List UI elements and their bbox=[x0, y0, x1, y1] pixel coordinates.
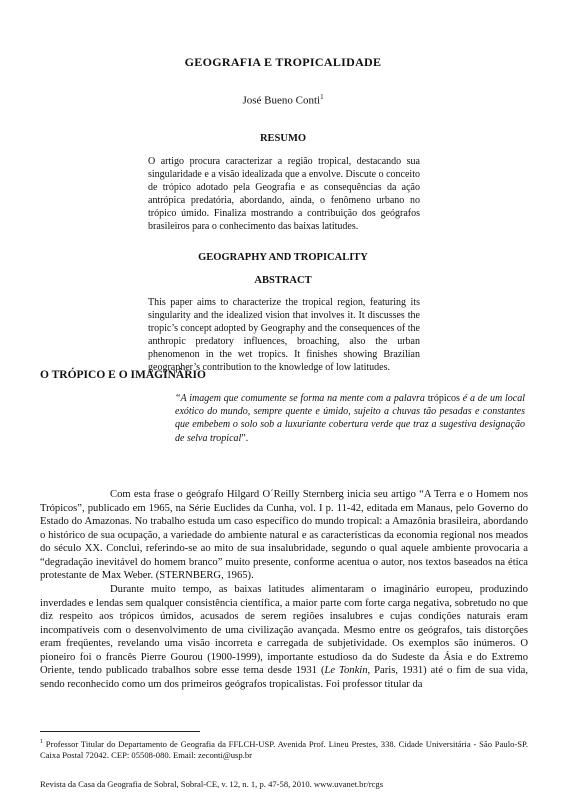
epigraph-quote bbox=[175, 392, 525, 445]
body-paragraph-2 bbox=[40, 583, 528, 691]
abstract-text: This paper aims to characterize the tropical region, featuring its singularity and the idealized vision that involves it. It discusses the tropic’s concept adopted by Geography and the consequences of the anthropic predatory influences, broaching, also the urban phenomenon in the wet tropics. It finishes showing Brazilian geographer’s contribution to the knowledge of low latitudes. bbox=[148, 297, 420, 374]
paragraph2-italic-title: Le Tonkin bbox=[324, 665, 368, 676]
paragraph2-part1: Durante muito tempo, as baixas latitudes alimentaram o imaginário europeu, produzindo inverdades e lendas sem qualquer consistência científica, a maior parte com forte carga negativa, sobretudo no que diz respeito aos trópicos úmidos, acusados de serem regiões insalubres e cujas condições naturais eram incompatíveis com o desenvolvimento de uma civilização avançada. Mesmo entre os geógrafos, tais distorções eram freqüentes, revelando uma visão incorreta e carregada de subjetividade. Os exemplos são inúmeros. O pioneiro foi o francês Pierre Gourou (1900-1999), importante estudioso da do Sudeste da Ásia e do Extremo Oriente, tendo publicado trabalhos sobre esse tema desde 1931 ( bbox=[40, 584, 528, 676]
epigraph-part1: “A imagem que comumente se forma na mente com a palavra bbox=[175, 393, 428, 404]
footnote-mark: 1 bbox=[40, 739, 43, 745]
author-footnote-mark: 1 bbox=[320, 93, 324, 101]
paragraph2-part2: , Paris, 1931) até o fim de sua vida, sendo reconhecido como um dos primeiros geógrafos tropicalistas. Foi professor titular da bbox=[40, 665, 528, 690]
footnote-divider bbox=[40, 731, 200, 732]
author-line bbox=[0, 93, 566, 107]
footnote bbox=[40, 737, 528, 761]
resumo-text: O artigo procura caracterizar a região tropical, destacando sua singularidade e a visão idealizada que a envolve. Discute o conceito de trópico adotado pela Geografia e as consequências da ação antrópica predatória, abordando, ainda, o fenômeno urbano no trópico úmido. Finaliza mostrando a contribuição dos geógrafos brasileiros para o conhecimento das baixas latitudes. bbox=[148, 156, 420, 233]
footnote-text: Professor Titular do Departamento de Geografia da FFLCH-USP. Avenida Prof. Lineu Prestes, 338. Cidade Universitária - São Paulo-SP. Caixa Postal 72042. CEP: 05508-080. Email: zeconti@usp.br bbox=[40, 738, 528, 760]
resumo-heading: RESUMO bbox=[259, 133, 307, 144]
article-title: GEOGRAFIA E TROPICALIDADE bbox=[184, 55, 382, 69]
epigraph-upright-word: trópicos bbox=[427, 393, 460, 404]
section-heading: O TRÓPICO E O IMAGINÁRIO bbox=[40, 369, 206, 381]
epigraph-part2: é a de um local exótico do mundo, sempre quente e úmido, sujeito a chuvas tão pesadas e constantes que embebem o solo sob a luxuriante cobertura verde que traz a sugestiva designação de selva tropical bbox=[175, 393, 525, 444]
author-name: José Bueno Conti bbox=[242, 94, 321, 107]
journal-footer: Revista da Casa da Geografia de Sobral, Sobral-CE, v. 12, n. 1, p. 47-58, 2010. www.uvanet.br/rcgs bbox=[40, 779, 384, 789]
abstract-heading: ABSTRACT bbox=[254, 275, 312, 286]
english-title: GEOGRAPHY AND TROPICALITY bbox=[198, 252, 368, 263]
body-paragraph-1: Com esta frase o geógrafo Hilgard O´Reilly Sternberg inicia seu artigo “A Terra e o Homem nos Trópicos”, publicado em 1965, na Série Euclides da Cunha, vol. I p. 11-42, editada em Manaus, pelo Governo do Estado do Amazonas. No trabalho estuda um caso específico do mundo tropical: a Amazônia brasileira, abordando o histórico de sua ocupação, a variedade do ambiente natural e as características da economia regional nos meados do século XX. Conclui, referindo-se ao mito de sua insalubridade, segundo o qual aquele ambiente provocaria a “degradação inevitável do homem branco” muito presente, conforme acentua o autor, nos textos baseados na ética protestante de Max Weber. (STERNBERG, 1965). bbox=[40, 489, 528, 581]
epigraph-end: ”. bbox=[241, 432, 249, 444]
